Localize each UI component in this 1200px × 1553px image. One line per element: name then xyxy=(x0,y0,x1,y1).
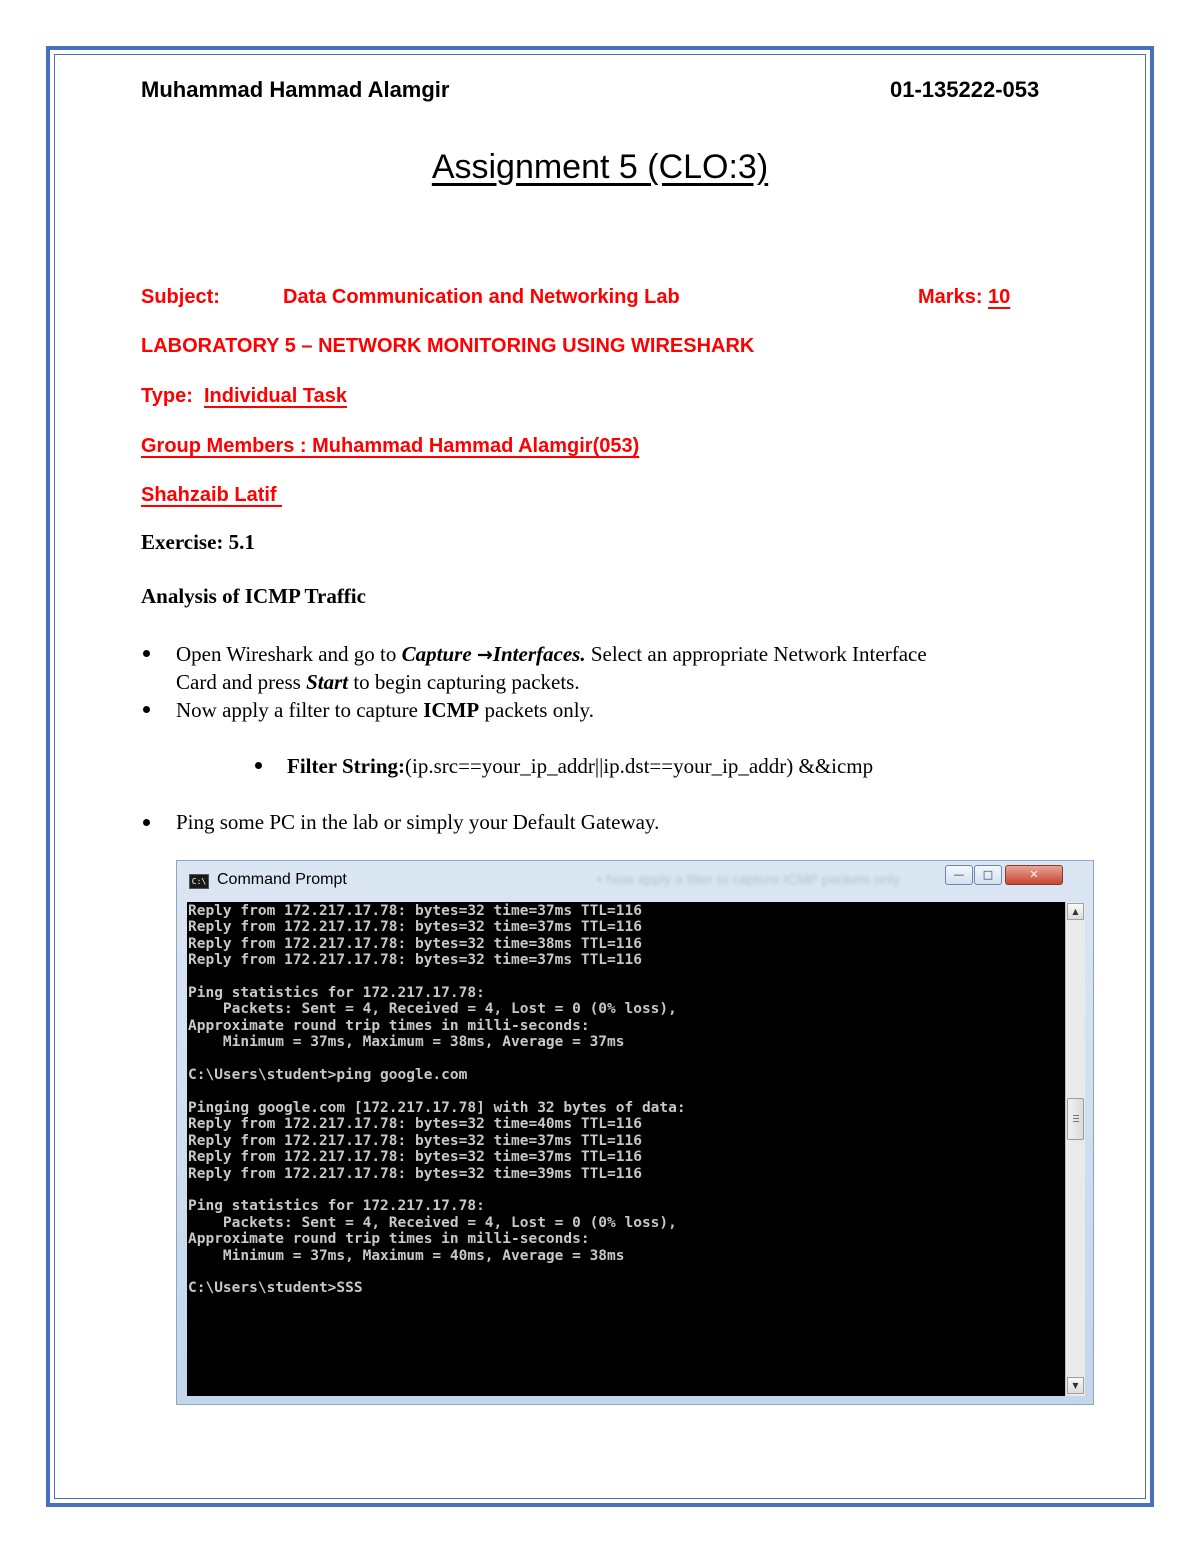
marks-value: 10 xyxy=(988,286,1011,308)
type-label: Type: xyxy=(141,385,193,407)
subject-label: Subject: xyxy=(141,286,220,308)
student-name: Muhammad Hammad Alamgir xyxy=(141,77,450,102)
scroll-up-icon[interactable]: ▲ xyxy=(1067,903,1084,920)
ghost-text: • Now apply a filter to capture ICMP packets only. xyxy=(597,871,903,887)
exercise-label: Exercise: 5.1 xyxy=(141,530,255,554)
command-prompt-window xyxy=(176,860,1094,1405)
group-members: Group Members : Muhammad Hammad Alamgir(053) xyxy=(141,435,640,457)
bullet2 xyxy=(176,696,594,724)
section-title: Analysis of ICMP Traffic xyxy=(141,584,366,608)
command-prompt-titlebar xyxy=(177,861,1093,901)
minimize-button[interactable]: — xyxy=(945,865,973,885)
filter-label: Filter String: xyxy=(287,754,406,778)
bullet2-text-a: Now apply a filter to capture xyxy=(176,698,424,722)
console-output-area[interactable] xyxy=(187,902,1065,1396)
scroll-down-icon[interactable]: ▼ xyxy=(1067,1377,1084,1394)
maximize-button[interactable]: □ xyxy=(974,865,1002,885)
filter-value: (ip.src==your_ip_addr||ip.dst==your_ip_addr) &&icmp xyxy=(405,754,874,778)
page-title xyxy=(0,148,1200,187)
filter-string xyxy=(287,752,873,780)
marks xyxy=(918,286,1010,309)
bullet1-capture: Capture xyxy=(401,642,477,666)
bullet-dot xyxy=(143,819,150,826)
lab-title: LABORATORY 5 – NETWORK MONITORING USING WIRESHARK xyxy=(141,335,755,357)
student-id: 01-135222-053 xyxy=(890,77,1040,102)
type-line xyxy=(141,385,347,408)
command-prompt-title: Command Prompt xyxy=(217,871,347,888)
marks-label: Marks: xyxy=(918,286,983,308)
cmd-icon: C:\ xyxy=(189,874,209,889)
bullet1-line2-b: to begin capturing packets. xyxy=(348,670,580,694)
arrow-icon: → xyxy=(476,644,493,666)
bullet1-start: Start xyxy=(306,670,349,694)
bullet1-line1 xyxy=(176,640,927,669)
bullet1-line2-a: Card and press xyxy=(176,670,307,694)
bullet1-text-b: Select an appropriate Network Interface xyxy=(585,642,927,666)
page-title-text: Assignment 5 (CLO:3) xyxy=(431,148,769,186)
bullet1-text-a: Open Wireshark and go to xyxy=(176,642,402,666)
vertical-scrollbar[interactable] xyxy=(1065,902,1085,1396)
bullet-dot xyxy=(143,706,150,713)
type-value: Individual Task xyxy=(203,385,347,407)
bullet2-text-b: packets only. xyxy=(479,698,594,722)
scrollbar-thumb[interactable] xyxy=(1067,1098,1084,1140)
bullet1-line2 xyxy=(176,668,580,696)
bullet-dot xyxy=(143,650,150,657)
close-button[interactable]: ✕ xyxy=(1005,865,1063,885)
second-member: Shahzaib Latif xyxy=(141,484,283,506)
subject-value: Data Communication and Networking Lab xyxy=(283,286,680,308)
console-output: Reply from 172.217.17.78: bytes=32 time=37ms TTL=116 Reply from 172.217.17.78: bytes=32 time=37ms TTL=116 Reply from 172.217.17.78: bytes=32 time=38ms TTL=116 Reply from 172.217.17.78: bytes=32 time=37ms TTL=116 Ping statistics for 172.217.17.78: Packets: Sent = 4, Received = 4, Lost = 0 (0% loss), Approximate round trip times in milli-seconds: Minimum = 37ms, Maximum = 38ms, Average = 37ms C:\Users\student>ping google.com Pinging google.com [172.217.17.78] with 32 bytes of data: Reply from 172.217.17.78: bytes=32 time=40ms TTL=116 Reply from 172.217.17.78: bytes=32 time=37ms TTL=116 Reply from 172.217.17.78: bytes=32 time=37ms TTL=116 Reply from 172.217.17.78: bytes=32 time=39ms TTL=116 Ping statistics for 172.217.17.78: Packets: Sent = 4, Received = 4, Lost = 0 (0% loss), Approximate round trip times in milli-seconds: Minimum = 37ms, Maximum = 40ms, Average = 38ms C:\Users\student>SSS xyxy=(188,903,686,1297)
bullet1-interfaces: Interfaces. xyxy=(492,642,586,666)
bullet3: Ping some PC in the lab or simply your Default Gateway. xyxy=(176,810,660,834)
bullet2-icmp: ICMP xyxy=(423,698,480,722)
bullet-dot xyxy=(255,762,262,769)
